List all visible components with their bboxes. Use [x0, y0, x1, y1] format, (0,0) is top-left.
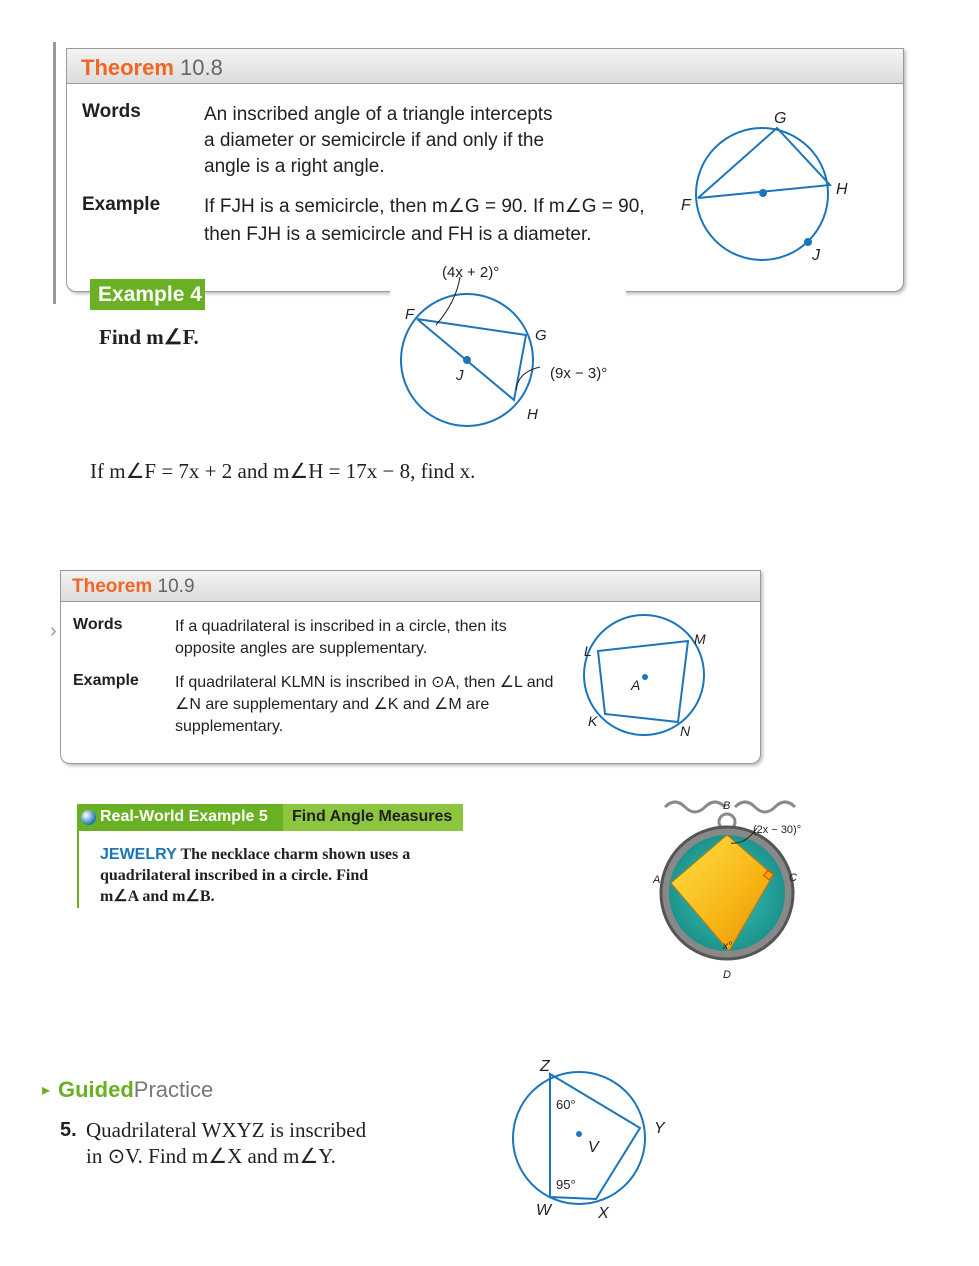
- example-line: supplementary.: [175, 718, 284, 735]
- diagram-backdrop: [390, 262, 626, 298]
- words-text: [175, 616, 507, 660]
- example-label: Example: [82, 194, 161, 215]
- point-f-label: F: [405, 306, 415, 323]
- point-x-label: X: [598, 1205, 609, 1222]
- example-line: ∠N are supplementary and ∠K and ∠M are: [175, 696, 490, 713]
- angle-h-label: (9x − 3)°: [550, 365, 608, 382]
- angle-b-label: (2x − 30)°: [753, 824, 802, 836]
- words-line: An inscribed angle of a triangle intercepts: [204, 104, 553, 125]
- chevron-right-icon: ▸: [42, 1082, 51, 1099]
- theorem-number: 10.9: [157, 576, 195, 597]
- practice-text: [86, 1117, 366, 1169]
- theorem-word: Theorem: [72, 576, 153, 597]
- center-dot: [642, 674, 648, 680]
- point-b-label: B: [723, 800, 731, 812]
- guided-word: Guided: [58, 1077, 134, 1102]
- theorem-10-9-title: [72, 576, 195, 598]
- example-line-2: then FJH is a semicircle and FH is a diameter.: [204, 224, 592, 245]
- example-4-question: If m∠F = 7x + 2 and m∠H = 17x − 8, find x.: [90, 459, 476, 483]
- point-n-label: N: [680, 723, 691, 739]
- example-4-prompt: Find m∠F.: [99, 325, 199, 349]
- angle-d-label: x°: [723, 941, 732, 952]
- example-5-label: Real-World Example 5: [100, 808, 268, 825]
- theorem-word: Theorem: [81, 55, 174, 80]
- example-label: Example: [73, 672, 139, 689]
- point-j-label: J: [456, 367, 464, 384]
- theorem-10-9-header: [61, 571, 760, 602]
- words-text: [204, 102, 553, 180]
- example-5-line: quadrilateral inscribed in a circle. Find: [100, 867, 369, 884]
- triangle-fgh: [698, 128, 830, 198]
- point-a-label: A: [631, 677, 641, 693]
- point-w-label: W: [536, 1202, 552, 1219]
- point-j-dot: [804, 238, 812, 246]
- point-j-label: J: [812, 247, 820, 264]
- example-4-diagram: [390, 262, 640, 437]
- words-line: opposite angles are supplementary.: [175, 640, 428, 657]
- words-line: If a quadrilateral is inscribed in a circle, then its: [175, 618, 507, 635]
- point-z-label: Z: [540, 1058, 550, 1075]
- words-label: Words: [82, 101, 141, 122]
- example-line: If quadrilateral KLMN is inscribed in ⊙A, then ∠L and: [175, 674, 554, 691]
- example-5-line-text: The necklace charm shown uses a: [180, 846, 411, 863]
- theorem-10-8-diagram: [670, 100, 870, 270]
- practice-number: 5.: [60, 1119, 77, 1141]
- keyword: JEWELRY: [100, 846, 177, 863]
- point-c-label: C: [789, 872, 797, 884]
- point-a-label: A: [653, 874, 661, 886]
- practice-word: Practice: [133, 1077, 214, 1102]
- center-dot: [759, 189, 767, 197]
- example-line-1: If FJH is a semicircle, then m∠G = 90. If m∠G = 90,: [204, 196, 645, 217]
- point-d-label: D: [723, 969, 731, 981]
- theorem-10-9-diagram: [578, 614, 728, 744]
- point-l-label: L: [584, 643, 592, 659]
- globe-icon: [81, 810, 96, 825]
- angle-z-label: 60°: [556, 1097, 576, 1112]
- quad-fgh: [417, 319, 526, 400]
- point-f-label: F: [681, 197, 691, 214]
- words-line: angle is a right angle.: [204, 156, 385, 177]
- theorem-10-8-title: [81, 55, 223, 81]
- point-g-label: G: [535, 327, 547, 344]
- point-m-label: M: [694, 631, 706, 647]
- practice-line: Quadrilateral WXYZ is inscribed: [86, 1118, 367, 1142]
- point-h-label: H: [836, 181, 848, 198]
- guided-practice-diagram: [500, 1052, 680, 1222]
- point-g-label: G: [774, 110, 787, 127]
- guided-practice-heading: [58, 1077, 213, 1103]
- quad-klmn: [598, 641, 688, 722]
- point-y-label: Y: [654, 1120, 665, 1137]
- angle-f-label: (4x + 2)°: [442, 264, 500, 281]
- example-5-title: Find Angle Measures: [292, 808, 453, 825]
- point-v-label: V: [588, 1139, 599, 1156]
- center-dot: [576, 1131, 582, 1137]
- left-margin-bar: [53, 42, 56, 304]
- example-5-side-rule: [77, 830, 79, 908]
- example-text: [175, 672, 553, 738]
- words-label: Words: [73, 616, 123, 633]
- example-5-header: [77, 804, 463, 831]
- point-k-label: K: [588, 713, 598, 729]
- example-5-text: [100, 844, 410, 907]
- chevron-right-icon: ›: [50, 620, 57, 642]
- angle-w-label: 95°: [556, 1177, 576, 1192]
- necklace-charm-diagram: [645, 795, 825, 985]
- center-dot: [463, 356, 471, 364]
- words-line: a diameter or semicircle if and only if the: [204, 130, 545, 151]
- example-5-line: m∠A and m∠B.: [100, 888, 215, 905]
- point-h-label: H: [527, 406, 538, 423]
- practice-line: in ⊙V. Find m∠X and m∠Y.: [86, 1144, 336, 1168]
- example-5-line: [100, 844, 410, 865]
- theorem-10-8-header: [67, 49, 903, 84]
- example-4-label: Example 4: [98, 283, 202, 306]
- theorem-number: 10.8: [180, 55, 223, 80]
